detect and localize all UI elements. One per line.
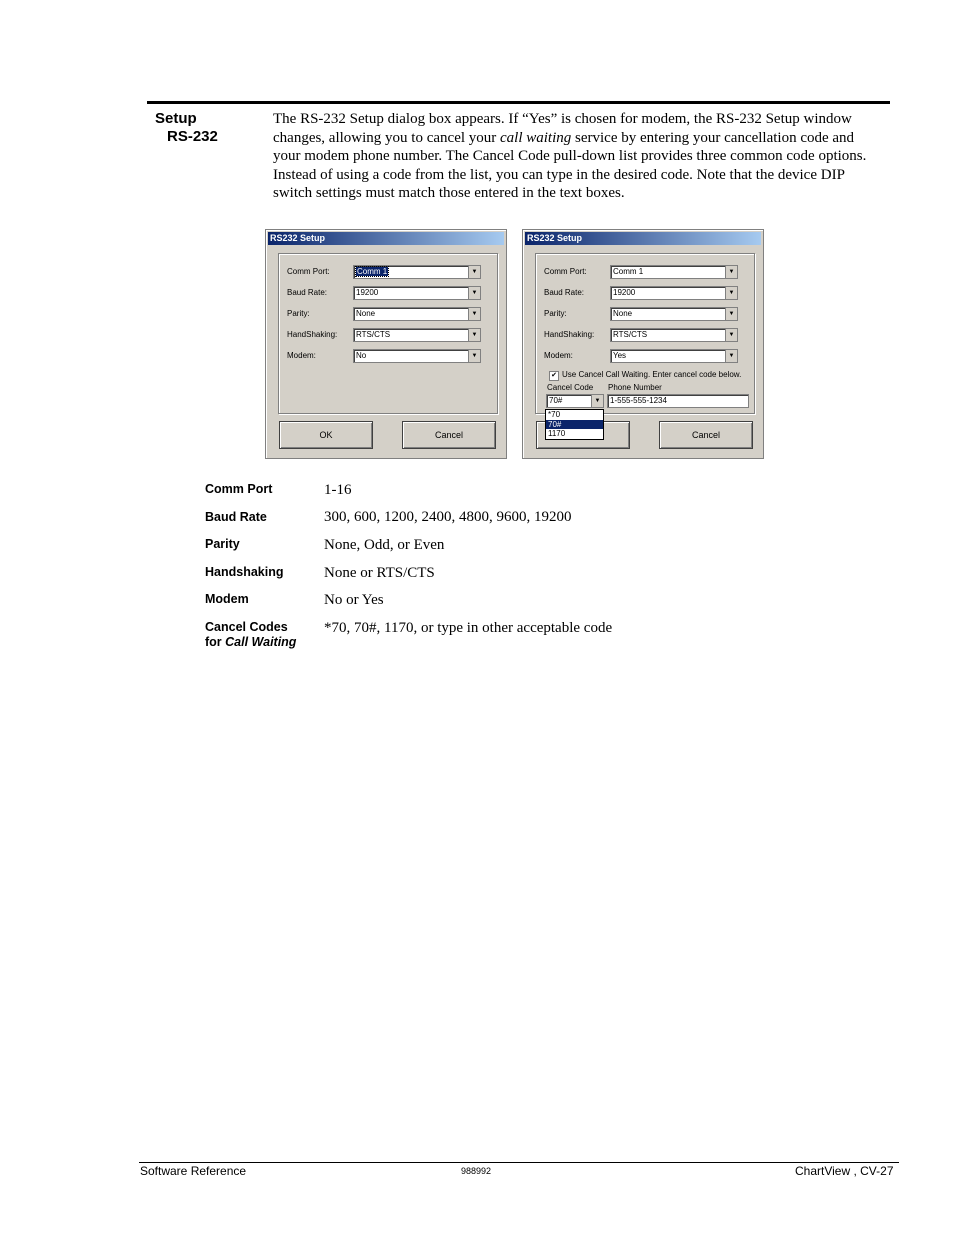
intro-paragraph [273,110,883,203]
phone-number-label: Phone Number [608,383,662,392]
modem-label: Modem: [544,351,573,360]
term-parity: Parity [205,537,240,551]
footer-right: ChartView , CV-27 [795,1164,894,1178]
comm-port-value: Comm 1 [357,267,388,276]
chevron-down-icon[interactable]: ▼ [468,308,480,320]
term-cancel-codes [205,620,296,650]
intro-text-1: The RS-232 Setup dialog box appears. If “Yes” is chosen for modem, the RS-232 Setup window changes, allowing you to cancel your [273,111,852,146]
term-modem: Modem [205,592,249,606]
parity-value: None [356,309,376,318]
footer-rule [139,1162,899,1163]
def-parity: None, Odd, or Even [324,537,445,553]
def-comm-port: 1-16 [324,482,352,498]
term-comm-port: Comm Port [205,482,273,496]
comm-port-combo[interactable] [353,265,481,279]
def-modem: No or Yes [324,592,384,608]
modem-combo[interactable] [353,349,481,363]
chevron-down-icon[interactable]: ▼ [725,287,737,299]
def-baud-rate: 300, 600, 1200, 2400, 4800, 9600, 19200 [324,509,572,525]
chevron-down-icon[interactable]: ▼ [591,395,603,407]
handshaking-label: HandShaking: [287,330,338,339]
baud-rate-label: Baud Rate: [544,288,585,297]
parity-value: None [613,309,633,318]
chevron-down-icon[interactable]: ▼ [725,350,737,362]
modem-value: No [356,351,367,360]
comm-port-combo[interactable] [610,265,738,279]
cancel-code-dropdown-list-overlay [545,409,604,440]
section-title: Setup [155,110,197,127]
term-emphasis: Call Waiting [225,635,297,649]
ok-button[interactable]: OK [279,421,373,449]
comm-port-value: Comm 1 [613,267,644,276]
chevron-down-icon[interactable]: ▼ [725,266,737,278]
baud-rate-value: 19200 [613,288,636,297]
cancel-button[interactable]: Cancel [659,421,753,449]
top-rule [147,101,890,104]
cancel-call-waiting-label: Use Cancel Call Waiting. Enter cancel code below. [562,370,742,379]
def-cancel-codes: *70, 70#, 1170, or type in other acceptable code [324,620,613,636]
term-cancel-codes-line1: Cancel Codes [205,620,288,634]
chevron-down-icon[interactable]: ▼ [725,308,737,320]
parity-label: Parity: [544,309,567,318]
term-handshaking: Handshaking [205,565,284,579]
handshaking-value: RTS/CTS [356,330,391,339]
footer-left: Software Reference [140,1164,247,1178]
cancel-code-combo[interactable] [546,394,604,408]
dialog-titlebar: RS232 Setup [268,232,504,245]
parity-combo[interactable] [610,307,738,321]
intro-text-2: service by entering your cancellation code and your modem phone number. The Cancel Code pull-down list provides three common code options. Instead of using a code from the list, you can type in the desired code. Note that the device DIP switch settings must match those entered in the text boxes. [273,129,867,201]
phone-number-field[interactable]: 1-555-555-1234 [607,394,749,408]
handshaking-combo[interactable] [610,328,738,342]
term-prefix: for [205,635,226,649]
baud-rate-combo[interactable] [610,286,738,300]
cancel-code-label: Cancel Code [547,383,594,392]
term-cancel-codes-line2 [205,635,296,650]
chevron-down-icon[interactable]: ▼ [725,329,737,341]
chevron-down-icon[interactable]: ▼ [468,287,480,299]
def-handshaking: None or RTS/CTS [324,565,435,581]
baud-rate-label: Baud Rate: [287,288,328,297]
comm-port-label: Comm Port: [544,267,587,276]
cancel-button[interactable]: Cancel [402,421,496,449]
section-subtitle: RS-232 [167,128,218,145]
handshaking-value: RTS/CTS [613,330,648,339]
baud-rate-value: 19200 [356,288,379,297]
handshaking-combo[interactable] [353,328,481,342]
parity-combo[interactable] [353,307,481,321]
parity-label: Parity: [287,309,310,318]
comm-port-label: Comm Port: [287,267,330,276]
chevron-down-icon[interactable]: ▼ [468,329,480,341]
cancel-code-value[interactable]: 70# [549,396,563,405]
rs232-setup-dialog-right [522,229,764,459]
handshaking-label: HandShaking: [544,330,595,339]
chevron-down-icon[interactable]: ▼ [468,266,480,278]
cancel-code-option[interactable]: 1170 [548,429,566,438]
checkmark-icon: ✔ [551,372,557,379]
chevron-down-icon[interactable]: ▼ [468,350,480,362]
cancel-code-option-selected[interactable]: 70# [546,420,603,430]
intro-emphasis: call waiting [500,129,572,146]
modem-label: Modem: [287,351,316,360]
cancel-code-option[interactable]: *70 [548,410,561,419]
cancel-call-waiting-checkbox[interactable] [549,371,559,381]
modem-value: Yes [613,351,627,360]
modem-combo[interactable] [610,349,738,363]
baud-rate-combo[interactable] [353,286,481,300]
term-baud-rate: Baud Rate [205,510,267,524]
rs232-setup-dialog-left [265,229,507,459]
footer-center: 988992 [461,1166,492,1176]
dialog-titlebar: RS232 Setup [525,232,761,245]
